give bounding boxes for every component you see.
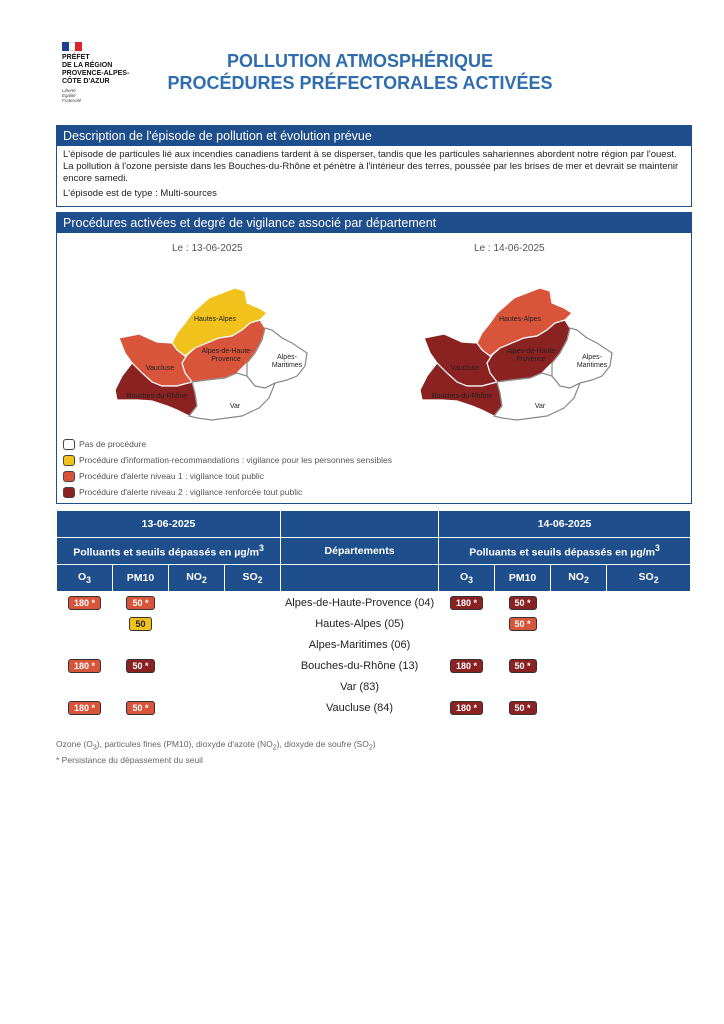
value-cell [607, 655, 691, 676]
dept-label: Maritimes [576, 362, 608, 369]
description-heading: Description de l'épisode de pollution et évolution prévue [57, 126, 691, 146]
french-flag-icon [62, 42, 82, 51]
threshold-badge: 50 * [509, 701, 537, 715]
maps-section [56, 212, 692, 504]
value-cell [57, 634, 113, 655]
logo-line: PROVENCE-ALPES- [62, 70, 130, 77]
value-cell [169, 592, 225, 614]
map2-date: Le : 14-06-2025 [474, 243, 545, 254]
legend-item [63, 484, 392, 500]
value-cell [551, 592, 607, 614]
pollutants-header-sup: 3 [655, 543, 660, 554]
value-cell [439, 634, 495, 655]
map-legend [63, 436, 392, 500]
table-row [57, 676, 691, 697]
maps-heading: Procédures activées et degré de vigilance associé par département [57, 213, 691, 233]
value-cell [113, 676, 169, 697]
legend-swatch [63, 439, 75, 450]
pollutant-legend-note: Ozone $(O_3)$, particules fines (PM10), dioxyde d'azote $(NO_2)$, dioxyde de soufre $(SO_2)$ [56, 739, 376, 752]
value-cell [607, 697, 691, 718]
dept-label: Provence [211, 356, 241, 363]
title-line-1: POLLUTION ATMOSPHÉRIQUE [226, 51, 493, 71]
episode-type: L'épisode est de type : Multi-sources [63, 188, 217, 199]
threshold-badge: 50 * [126, 701, 154, 715]
date2-header: 14-06-2025 [439, 511, 691, 538]
dept-label: Bouches-du-Rhône [126, 393, 188, 400]
dept-label: Hautes-Alpes [193, 316, 237, 323]
value-cell [225, 613, 281, 634]
map-14-06 [402, 258, 617, 438]
threshold-badge: 50 * [509, 659, 537, 673]
legend-item [63, 436, 392, 452]
blank-header [281, 565, 439, 592]
value-cell [225, 634, 281, 655]
value-cell [113, 634, 169, 655]
description-section [56, 125, 692, 207]
date1-header: 13-06-2025 [57, 511, 281, 538]
dept-label: Vaucluse [450, 365, 480, 372]
value-cell [113, 613, 169, 634]
threshold-badge: 50 * [509, 617, 537, 631]
value-cell [495, 697, 551, 718]
value-cell [495, 592, 551, 614]
value-cell [57, 697, 113, 718]
value-cell [169, 613, 225, 634]
dept-label: Provence [516, 356, 546, 363]
logo-line: DE LA RÉGION [62, 62, 113, 69]
pollutant-col-header: $SO_2$ [607, 565, 691, 592]
pollutant-col-header: $NO_2$ [551, 565, 607, 592]
value-cell [551, 697, 607, 718]
legend-label: Procédure d'information-recommandations : vigilance pour les personnes sensibles [79, 455, 392, 465]
value-cell [113, 592, 169, 614]
value-cell [607, 613, 691, 634]
motto-line: Égalité [62, 93, 76, 98]
pollutants-header [439, 538, 691, 565]
blank-header [281, 511, 439, 538]
dept-label: Hautes-Alpes [498, 316, 542, 323]
dept-label: Vaucluse [145, 365, 175, 372]
map1-date: Le : 13-06-2025 [172, 243, 243, 254]
legend-swatch [63, 487, 75, 498]
map-13-06 [97, 258, 312, 438]
value-cell [439, 655, 495, 676]
legend-swatch [63, 455, 75, 466]
value-cell [495, 613, 551, 634]
table-row [57, 697, 691, 718]
department-name: Alpes-de-Haute-Provence (04) [284, 596, 435, 609]
value-cell [225, 592, 281, 614]
dept-label: Var [229, 403, 241, 410]
department-name: Hautes-Alpes (05) [315, 617, 404, 630]
value-cell [169, 697, 225, 718]
value-cell [57, 676, 113, 697]
value-cell [607, 676, 691, 697]
pollutant-col-header: $NO_2$ [169, 565, 225, 592]
legend-item [63, 468, 392, 484]
threshold-badge: 50 * [126, 596, 154, 610]
table-row [57, 634, 691, 655]
motto-line: Liberté [62, 88, 76, 93]
value-cell [551, 676, 607, 697]
table-row [57, 592, 691, 614]
threshold-badge: 50 * [126, 659, 154, 673]
value-cell [439, 592, 495, 614]
dept-label: Bouches-du-Rhône [431, 393, 493, 400]
value-cell [57, 592, 113, 614]
pollutants-header [57, 538, 281, 565]
department-name: Var (83) [340, 680, 379, 693]
pollutant-col-header: PM10 [113, 565, 169, 592]
value-cell [607, 634, 691, 655]
table-row [57, 655, 691, 676]
pollutant-col-header: PM10 [495, 565, 551, 592]
pollutants-header-sup: 3 [258, 543, 264, 554]
value-cell [607, 592, 691, 614]
value-cell [225, 676, 281, 697]
threshold-badge: 180 * [450, 701, 483, 715]
value-cell [113, 655, 169, 676]
value-cell [495, 634, 551, 655]
value-cell [225, 697, 281, 718]
logo-line: CÔTE D'AZUR [62, 78, 110, 85]
threshold-badge: 50 [129, 617, 151, 631]
page-title [140, 50, 580, 94]
pollutant-col-header: $O_3$ [439, 565, 495, 592]
department-name: Vaucluse (84) [326, 701, 394, 714]
legend-item [63, 452, 392, 468]
pollutant-col-header: $SO_2$ [225, 565, 281, 592]
threshold-badge: 180 * [68, 701, 101, 715]
threshold-badge: 180 * [68, 596, 101, 610]
departments-header: Départements [281, 538, 439, 565]
department-name: Alpes-Maritimes (06) [308, 638, 411, 651]
legend-label: Pas de procédure [79, 439, 147, 449]
pollutant-col-header: $O_3$ [57, 565, 113, 592]
persistence-note: * Persistance du dépassement du seuil [56, 754, 203, 765]
logo-line: PRÉFET [62, 54, 90, 61]
threshold-badge: 50 * [509, 596, 537, 610]
value-cell [495, 676, 551, 697]
pollution-table [56, 510, 691, 718]
value-cell [495, 655, 551, 676]
prefecture-logo [62, 42, 152, 103]
motto-line: Fraternité [62, 98, 82, 103]
value-cell [439, 697, 495, 718]
value-cell [57, 655, 113, 676]
title-line-2: PROCÉDURES PRÉFECTORALES ACTIVÉES [167, 73, 553, 93]
value-cell [551, 634, 607, 655]
table-row [57, 613, 691, 634]
value-cell [551, 613, 607, 634]
legend-swatch [63, 471, 75, 482]
dept-label: Alpes- [277, 354, 297, 361]
description-text: L'épisode de particules lié aux incendies canadiens tardent à se disperser, tandis que les particules sahariennes abordent notre région par l'ouest. La pollution à l'ozone persiste dans les Bouches-du-Rhône et pénètre à l'intérieur des terres, poussée par les brises de mer et devrait se maintenir encore samedi. [63, 149, 679, 184]
dept-label: Maritimes [271, 362, 303, 369]
dept-label: Alpes-de-Haute- [201, 348, 253, 355]
pollutants-header-text: Polluants et seuils dépassés en µg/m [469, 546, 655, 559]
value-cell [169, 676, 225, 697]
legend-label: Procédure d'alerte niveau 2 : vigilance renforcée tout public [79, 487, 303, 497]
dept-label: Var [534, 403, 546, 410]
value-cell [113, 697, 169, 718]
dept-label: Alpes- [582, 354, 602, 361]
footnotes [56, 738, 376, 766]
pollutants-header-text: Polluants et seuils dépassés en µg/m [73, 546, 259, 559]
department-name: Bouches-du-Rhône (13) [300, 659, 419, 672]
value-cell [57, 613, 113, 634]
threshold-badge: 180 * [68, 659, 101, 673]
threshold-badge: 180 * [450, 659, 483, 673]
legend-label: Procédure d'alerte niveau 1 : vigilance tout public [79, 471, 264, 481]
dept-label: Alpes-de-Haute- [506, 348, 558, 355]
value-cell [551, 655, 607, 676]
threshold-badge: 180 * [450, 596, 483, 610]
value-cell [169, 655, 225, 676]
value-cell [225, 655, 281, 676]
value-cell [169, 634, 225, 655]
value-cell [439, 676, 495, 697]
value-cell [439, 613, 495, 634]
